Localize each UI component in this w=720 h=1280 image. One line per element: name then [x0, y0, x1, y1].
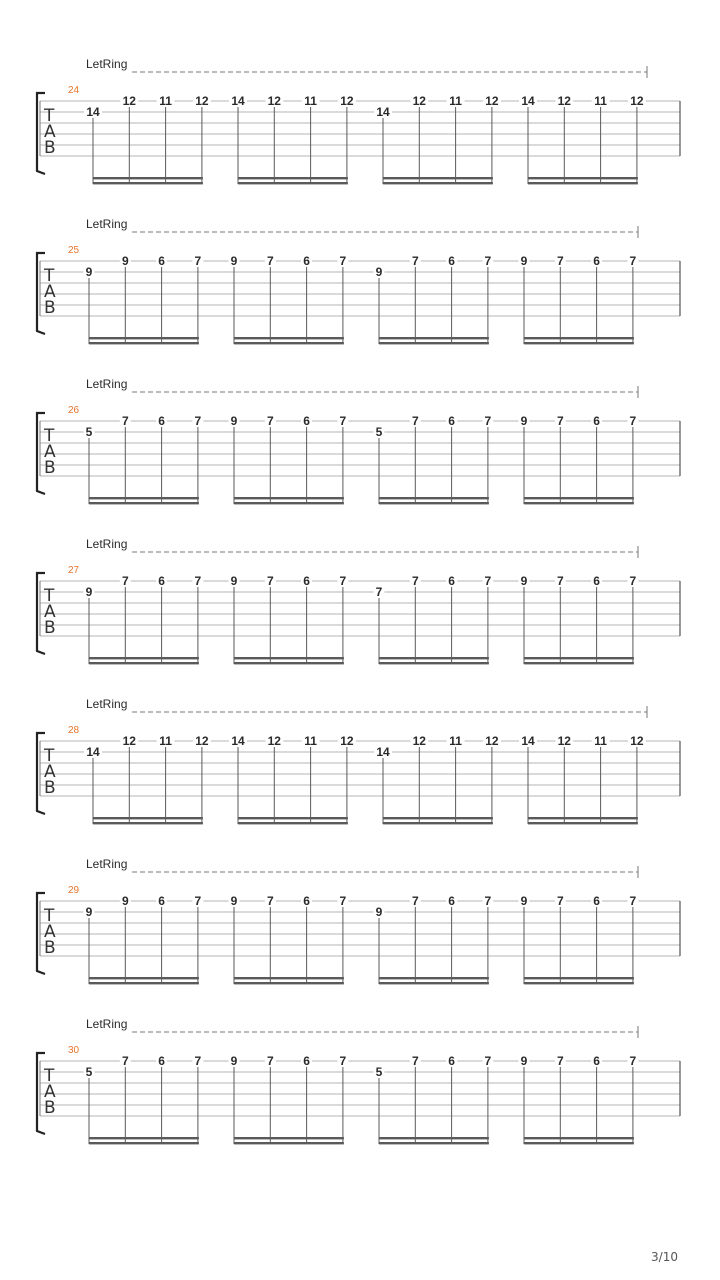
tab-clef-a: A [44, 922, 56, 942]
beam [383, 817, 493, 819]
tab-clef-a: A [44, 282, 56, 302]
measure-number: 28 [68, 725, 80, 736]
beam [89, 1137, 199, 1139]
beam [234, 657, 344, 659]
fret-number: 11 [449, 94, 462, 108]
fret-number: 12 [557, 734, 571, 748]
beam [524, 1142, 634, 1144]
fret-number: 9 [230, 574, 238, 588]
beam [234, 662, 344, 664]
beam [379, 1137, 489, 1139]
beam [379, 1142, 489, 1144]
fret-number: 6 [593, 254, 600, 268]
fret-number: 6 [158, 894, 165, 908]
beam [89, 1142, 199, 1144]
beam [89, 337, 199, 339]
fret-number: 14 [521, 734, 535, 748]
fret-number: 9 [85, 905, 93, 919]
fret-number: 6 [593, 414, 600, 428]
fret-number: 6 [593, 894, 600, 908]
tab-clef-t: T [44, 106, 55, 126]
fret-number: 9 [230, 1054, 238, 1068]
beam [524, 982, 634, 984]
fret-number: 7 [121, 574, 129, 588]
fret-number: 6 [448, 1054, 455, 1068]
fret-number: 7 [556, 1054, 564, 1068]
fret-number: 7 [629, 574, 637, 588]
fret-number: 7 [411, 254, 419, 268]
beam [89, 662, 199, 664]
fret-number: 6 [303, 254, 310, 268]
beam [93, 822, 203, 824]
beam [234, 982, 344, 984]
let-ring-label: LetRing [86, 217, 128, 231]
beam [524, 977, 634, 979]
fret-number: 6 [448, 414, 455, 428]
beam [379, 982, 489, 984]
fret-number: 14 [376, 105, 390, 119]
fret-number: 5 [375, 1065, 383, 1079]
measure-number: 24 [68, 85, 80, 96]
fret-number: 5 [85, 1065, 93, 1079]
fret-number: 9 [230, 414, 238, 428]
tab-system [37, 857, 680, 984]
tab-clef-a: A [44, 122, 56, 142]
fret-number: 7 [194, 894, 202, 908]
fret-number: 7 [556, 894, 564, 908]
beam [528, 182, 638, 184]
fret-number: 7 [484, 574, 492, 588]
beam [379, 977, 489, 979]
tab-clef-t: T [44, 586, 55, 606]
fret-number: 11 [449, 734, 462, 748]
fret-number: 6 [448, 254, 455, 268]
beam [238, 182, 348, 184]
fret-number: 5 [375, 425, 383, 439]
beam [238, 817, 348, 819]
fret-number: 14 [376, 745, 390, 759]
tab-clef-b: B [44, 298, 56, 318]
beam [89, 502, 199, 504]
tab-clef-a: A [44, 762, 56, 782]
fret-number: 7 [629, 894, 637, 908]
beam [89, 497, 199, 499]
fret-number: 6 [593, 1054, 600, 1068]
fret-number: 14 [86, 745, 100, 759]
beam [528, 817, 638, 819]
fret-number: 6 [158, 254, 165, 268]
tab-clef-t: T [44, 746, 55, 766]
fret-number: 12 [195, 94, 209, 108]
tab-clef-a: A [44, 442, 56, 462]
fret-number: 9 [121, 254, 129, 268]
tab-clef-b: B [44, 778, 56, 798]
fret-number: 12 [557, 94, 571, 108]
measure-number: 29 [68, 885, 80, 896]
fret-number: 12 [195, 734, 209, 748]
fret-number: 6 [158, 1054, 165, 1068]
fret-number: 9 [520, 414, 528, 428]
fret-number: 7 [484, 894, 492, 908]
beam [379, 657, 489, 659]
fret-number: 7 [339, 574, 347, 588]
fret-number: 14 [86, 105, 100, 119]
beam [524, 662, 634, 664]
tab-clef-b: B [44, 458, 56, 478]
beam [383, 822, 493, 824]
beam [238, 177, 348, 179]
fret-number: 12 [412, 94, 426, 108]
beam [89, 342, 199, 344]
fret-number: 9 [520, 894, 528, 908]
fret-number: 11 [304, 734, 317, 748]
beam [238, 822, 348, 824]
fret-number: 11 [159, 94, 172, 108]
fret-number: 6 [303, 894, 310, 908]
measure-number: 25 [68, 245, 80, 256]
beam [234, 342, 344, 344]
beam [524, 1137, 634, 1139]
fret-number: 7 [375, 585, 383, 599]
beam [234, 502, 344, 504]
beam [383, 182, 493, 184]
tab-clef-t: T [44, 906, 55, 926]
fret-number: 12 [630, 734, 644, 748]
fret-number: 12 [630, 94, 644, 108]
beam [379, 342, 489, 344]
beam [93, 182, 203, 184]
tab-clef-b: B [44, 1098, 56, 1118]
let-ring-label: LetRing [86, 537, 128, 551]
fret-number: 9 [375, 905, 383, 919]
fret-number: 7 [411, 1054, 419, 1068]
fret-number: 7 [629, 1054, 637, 1068]
fret-number: 6 [303, 1054, 310, 1068]
beam [93, 817, 203, 819]
fret-number: 12 [267, 734, 281, 748]
fret-number: 9 [520, 574, 528, 588]
fret-number: 7 [629, 414, 637, 428]
fret-number: 12 [340, 734, 354, 748]
tab-clef-t: T [44, 1066, 55, 1086]
measure-number: 27 [68, 565, 80, 576]
tab-clef-b: B [44, 938, 56, 958]
beam [379, 662, 489, 664]
fret-number: 9 [85, 585, 93, 599]
fret-number: 11 [594, 94, 607, 108]
tab-clef-a: A [44, 602, 56, 622]
fret-number: 12 [412, 734, 426, 748]
tab-system [37, 697, 680, 824]
fret-number: 12 [122, 94, 136, 108]
fret-number: 6 [448, 574, 455, 588]
fret-number: 7 [484, 1054, 492, 1068]
beam [528, 177, 638, 179]
tab-clef-t: T [44, 266, 55, 286]
fret-number: 7 [556, 574, 564, 588]
beam [528, 822, 638, 824]
fret-number: 14 [521, 94, 535, 108]
fret-number: 7 [411, 574, 419, 588]
fret-number: 7 [556, 254, 564, 268]
tab-system [37, 537, 680, 664]
fret-number: 7 [266, 414, 274, 428]
fret-number: 9 [520, 1054, 528, 1068]
fret-number: 9 [375, 265, 383, 279]
fret-number: 7 [266, 1054, 274, 1068]
beam [383, 177, 493, 179]
fret-number: 14 [231, 94, 245, 108]
let-ring-label: LetRing [86, 57, 128, 71]
fret-number: 11 [304, 94, 317, 108]
fret-number: 7 [339, 1054, 347, 1068]
beam [89, 977, 199, 979]
fret-number: 9 [230, 894, 238, 908]
fret-number: 7 [194, 574, 202, 588]
fret-number: 7 [194, 1054, 202, 1068]
fret-number: 7 [411, 414, 419, 428]
tab-system [37, 1017, 680, 1144]
tab-clef-t: T [44, 426, 55, 446]
measure-number: 30 [68, 1045, 80, 1056]
beam [524, 657, 634, 659]
fret-number: 6 [593, 574, 600, 588]
fret-number: 11 [159, 734, 172, 748]
beam [234, 337, 344, 339]
tab-system [37, 217, 680, 344]
fret-number: 7 [266, 254, 274, 268]
let-ring-label: LetRing [86, 1017, 128, 1031]
fret-number: 9 [230, 254, 238, 268]
beam [234, 497, 344, 499]
fret-number: 7 [484, 414, 492, 428]
beam [234, 1137, 344, 1139]
beam [379, 497, 489, 499]
tab-system [37, 57, 680, 184]
fret-number: 12 [485, 94, 499, 108]
fret-number: 7 [339, 414, 347, 428]
beam [524, 497, 634, 499]
tab-system [37, 377, 680, 504]
fret-number: 12 [267, 94, 281, 108]
fret-number: 7 [266, 894, 274, 908]
fret-number: 7 [629, 254, 637, 268]
fret-number: 6 [303, 414, 310, 428]
beam [524, 342, 634, 344]
tab-clef-a: A [44, 1082, 56, 1102]
fret-number: 12 [340, 94, 354, 108]
beam [524, 502, 634, 504]
fret-number: 12 [122, 734, 136, 748]
fret-number: 6 [303, 574, 310, 588]
fret-number: 6 [158, 574, 165, 588]
fret-number: 7 [121, 1054, 129, 1068]
beam [93, 177, 203, 179]
fret-number: 7 [194, 254, 202, 268]
beam [234, 1142, 344, 1144]
beam [379, 337, 489, 339]
fret-number: 9 [520, 254, 528, 268]
fret-number: 7 [194, 414, 202, 428]
let-ring-label: LetRing [86, 857, 128, 871]
fret-number: 6 [158, 414, 165, 428]
beam [524, 337, 634, 339]
fret-number: 7 [484, 254, 492, 268]
fret-number: 9 [121, 894, 129, 908]
fret-number: 5 [85, 425, 93, 439]
fret-number: 6 [448, 894, 455, 908]
tab-clef-b: B [44, 138, 56, 158]
page-number: 3/10 [651, 1250, 678, 1264]
fret-number: 11 [594, 734, 607, 748]
fret-number: 7 [121, 414, 129, 428]
beam [379, 502, 489, 504]
beam [89, 657, 199, 659]
fret-number: 9 [85, 265, 93, 279]
fret-number: 7 [339, 254, 347, 268]
tab-clef-b: B [44, 618, 56, 638]
let-ring-label: LetRing [86, 377, 128, 391]
let-ring-label: LetRing [86, 697, 128, 711]
fret-number: 14 [231, 734, 245, 748]
beam [89, 982, 199, 984]
beam [234, 977, 344, 979]
measure-number: 26 [68, 405, 80, 416]
fret-number: 12 [485, 734, 499, 748]
fret-number: 7 [339, 894, 347, 908]
fret-number: 7 [266, 574, 274, 588]
fret-number: 7 [411, 894, 419, 908]
fret-number: 7 [556, 414, 564, 428]
